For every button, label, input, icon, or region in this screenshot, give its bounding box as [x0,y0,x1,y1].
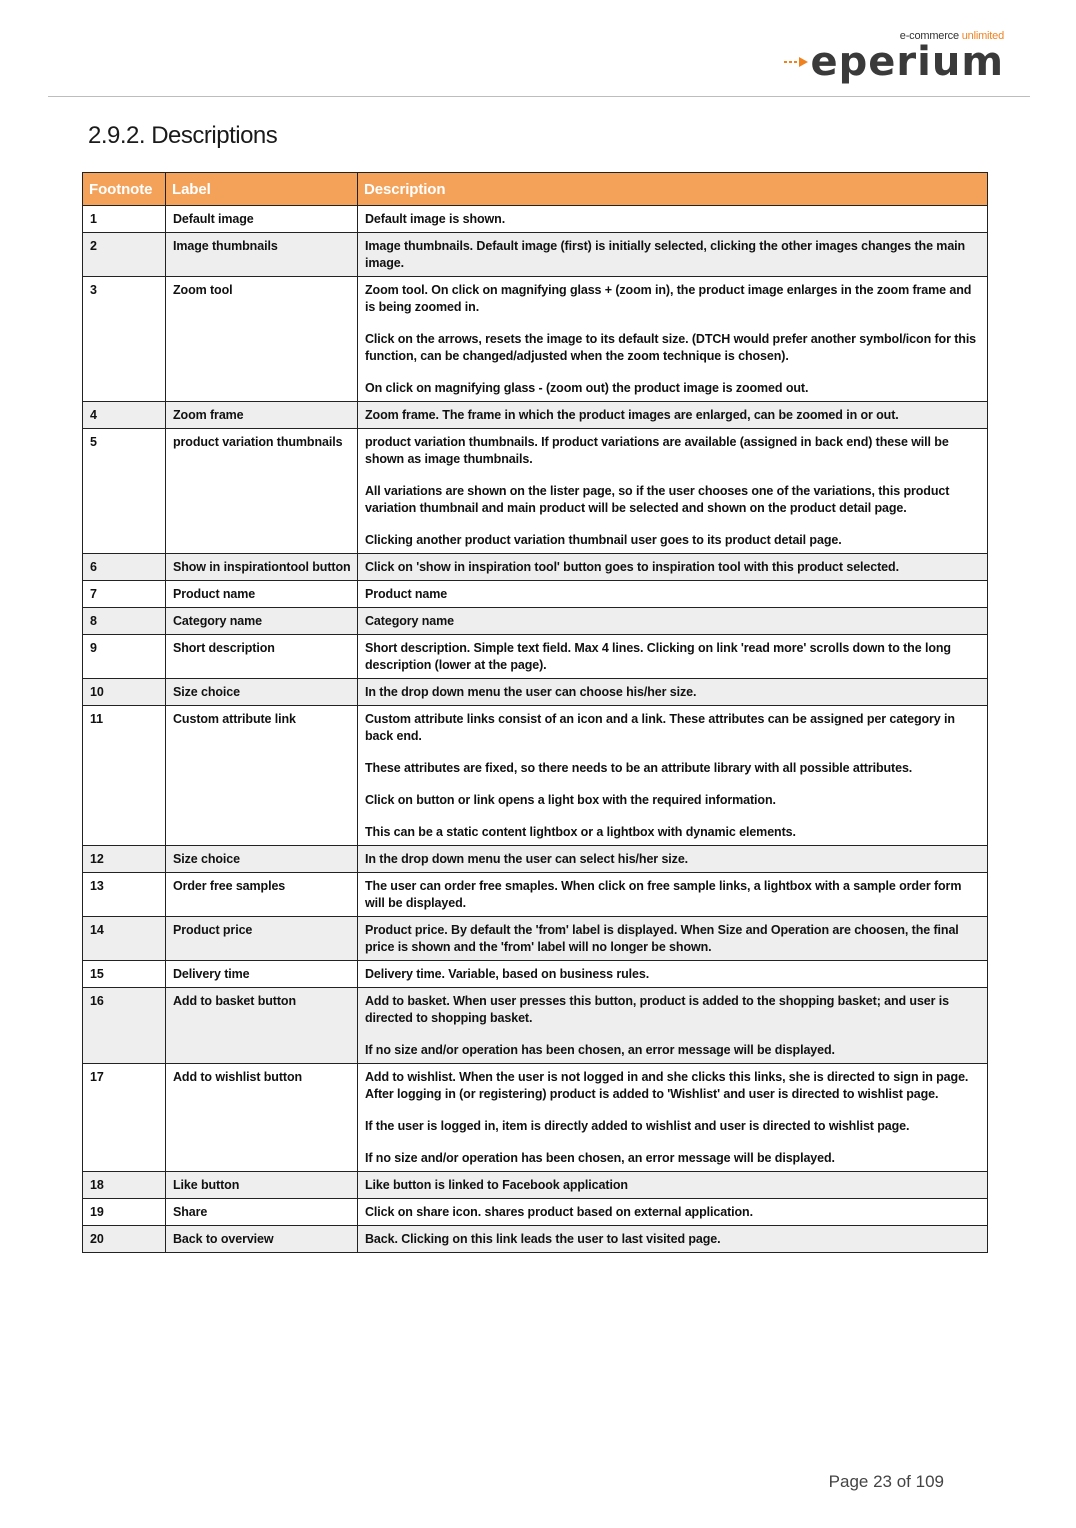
column-header-footnote: Footnote [83,173,166,206]
table-row [83,679,988,706]
footnote-cell: 3 [83,277,166,402]
description-cell [358,961,988,988]
table-row [83,554,988,581]
table-row [83,961,988,988]
description-paragraph: Click on 'show in inspiration tool' button goes to inspiration tool with this product selected. [365,560,899,574]
description-paragraph: Add to wishlist. When the user is not logged in and she clicks this links, she is directed to sign in page. After logging in (or registering) product is added to 'Wishlist' and user is directed to wishlist page. [365,1070,969,1101]
description-paragraph: Click on share icon. shares product based on external application. [365,1205,753,1219]
label-cell: Image thumbnails [166,233,358,277]
footnote-cell: 13 [83,873,166,917]
description-paragraph: Click on button or link opens a light box with the required information. [365,793,776,807]
description-paragraph: Click on the arrows, resets the image to its default size. (DTCH would prefer another symbol/icon for this function, can be changed/adjusted when the zoom technique is chosen). [365,332,977,363]
footnote-cell: 10 [83,679,166,706]
description-paragraph: This can be a static content lightbox or a lightbox with dynamic elements. [365,825,796,839]
description-paragraph: product variation thumbnails. If product variations are available (assigned in back end) these will be shown as image thumbnails. [365,435,949,466]
footnote-cell: 5 [83,429,166,554]
table-row [83,873,988,917]
footnote-cell: 16 [83,988,166,1064]
description-paragraph: Zoom tool. On click on magnifying glass + (zoom in), the product image enlarges in the zoom frame and is being zoomed in. [365,283,972,314]
description-paragraph: Back. Clicking on this link leads the user to last visited page. [365,1232,721,1246]
description-paragraph: Product price. By default the 'from' label is displayed. When Size and Operation are choosen, the final price is shown and the 'from' label will no longer be shown. [365,923,959,954]
tagline-main: e-commerce [899,30,959,42]
footnote-cell: 9 [83,635,166,679]
table-row [83,988,988,1064]
description-cell [358,1199,988,1226]
tagline-accent: unlimited [961,30,1004,42]
label-cell: Show in inspirationtool button [166,554,358,581]
table-row [83,429,988,554]
label-cell: Share [166,1199,358,1226]
description-paragraph: Custom attribute links consist of an icon and a link. These attributes can be assigned per category in back end. [365,712,955,743]
header-divider [48,96,1030,97]
arrow-icon [783,54,809,70]
descriptions-table [82,172,988,1253]
table-body [83,206,988,1253]
label-cell: product variation thumbnails [166,429,358,554]
description-cell [358,846,988,873]
table-header-row [83,173,988,206]
description-paragraph: If no size and/or operation has been chosen, an error message will be displayed. [365,1043,835,1057]
description-paragraph: In the drop down menu the user can select his/her size. [365,852,689,866]
description-cell [358,608,988,635]
description-cell [358,917,988,961]
label-cell: Delivery time [166,961,358,988]
footnote-cell: 17 [83,1064,166,1172]
label-cell: Order free samples [166,873,358,917]
description-paragraph: Delivery time. Variable, based on business rules. [365,967,650,981]
label-cell: Short description [166,635,358,679]
footnote-cell: 20 [83,1226,166,1253]
description-cell [358,706,988,846]
table-row [83,608,988,635]
label-cell: Like button [166,1172,358,1199]
description-paragraph: If no size and/or operation has been chosen, an error message will be displayed. [365,1151,835,1165]
description-paragraph: Product name [365,587,448,601]
footnote-cell: 19 [83,1199,166,1226]
description-paragraph: Like button is linked to Facebook application [365,1178,628,1192]
footnote-cell: 7 [83,581,166,608]
footnote-cell: 11 [83,706,166,846]
description-paragraph: Clicking another product variation thumbnail user goes to its product detail page. [365,533,842,547]
table-row [83,846,988,873]
table-row [83,1199,988,1226]
label-cell: Back to overview [166,1226,358,1253]
description-paragraph: These attributes are fixed, so there needs to be an attribute library with all possible attributes. [365,761,913,775]
table-row [83,1172,988,1199]
footnote-cell: 12 [83,846,166,873]
footnote-cell: 4 [83,402,166,429]
table-row [83,917,988,961]
description-paragraph: In the drop down menu the user can choose his/her size. [365,685,697,699]
description-paragraph: Category name [365,614,455,628]
label-cell: Zoom tool [166,277,358,402]
description-cell [358,1064,988,1172]
description-paragraph: On click on magnifying glass - (zoom out) the product image is zoomed out. [365,381,809,395]
label-cell: Product name [166,581,358,608]
label-cell: Default image [166,206,358,233]
description-cell [358,554,988,581]
label-cell: Add to basket button [166,988,358,1064]
section-title: 2.9.2. Descriptions [88,122,278,149]
description-cell [358,1172,988,1199]
footnote-cell: 6 [83,554,166,581]
page-number: Page 23 of 109 [828,1472,944,1491]
column-header-label: Label [166,173,358,206]
description-cell [358,635,988,679]
label-cell: Zoom frame [166,402,358,429]
label-cell: Size choice [166,679,358,706]
brand-name: eperium [810,39,1004,85]
label-cell: Custom attribute link [166,706,358,846]
column-header-description: Description [358,173,988,206]
description-cell [358,581,988,608]
table-row [83,1064,988,1172]
table-row [83,706,988,846]
description-cell [358,873,988,917]
description-cell [358,988,988,1064]
footnote-cell: 14 [83,917,166,961]
description-paragraph: Default image is shown. [365,212,506,226]
label-cell: Size choice [166,846,358,873]
description-cell [358,233,988,277]
description-paragraph: Image thumbnails. Default image (first) is initially selected, clicking the other images changes the main image. [365,239,966,270]
footnote-cell: 18 [83,1172,166,1199]
description-cell [358,206,988,233]
description-cell [358,429,988,554]
table-row [83,402,988,429]
description-paragraph: If the user is logged in, item is directly added to wishlist and user is directed to wishlist page. [365,1119,910,1133]
company-logo [774,30,1004,84]
footnote-cell: 1 [83,206,166,233]
footnote-cell: 8 [83,608,166,635]
description-paragraph: Zoom frame. The frame in which the product images are enlarged, can be zoomed in or out. [365,408,899,422]
label-cell: Add to wishlist button [166,1064,358,1172]
description-paragraph: Add to basket. When user presses this button, product is added to the shopping basket; and user is directed to shopping basket. [365,994,950,1025]
description-cell [358,1226,988,1253]
description-cell [358,402,988,429]
table-row [83,1226,988,1253]
footnote-cell: 15 [83,961,166,988]
description-paragraph: The user can order free smaples. When click on free sample links, a lightbox with a sample order form will be displayed. [365,879,962,910]
table-row [83,581,988,608]
description-paragraph: All variations are shown on the lister page, so if the user chooses one of the variations, this product variation thumbnail and main product will be selected and shown on the product detail page. [365,484,950,515]
description-cell [358,277,988,402]
footnote-cell: 2 [83,233,166,277]
label-cell: Product price [166,917,358,961]
label-cell: Category name [166,608,358,635]
table-row [83,233,988,277]
table-row [83,206,988,233]
table-row [83,635,988,679]
description-paragraph: Short description. Simple text field. Max 4 lines. Clicking on link 'read more' scrolls down to the long description (lower at the page). [365,641,951,672]
description-cell [358,679,988,706]
table-row [83,277,988,402]
